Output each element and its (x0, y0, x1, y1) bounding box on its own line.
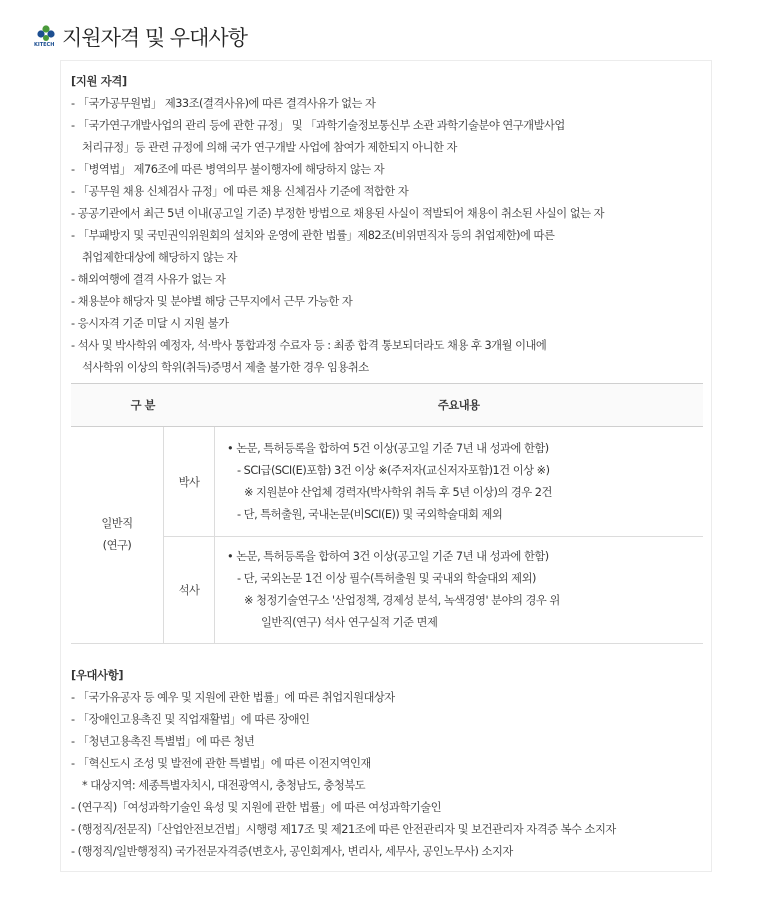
table-row (71, 427, 703, 537)
qualification-line: - 공공기관에서 최근 5년 이내(공고일 기준) 부정한 방법으로 채용된 사실이 적발되어 채용이 취소된 사실이 없는 자 (71, 207, 605, 220)
qualification-line: 취업제한대상에 해당하지 않는 자 (82, 251, 238, 264)
qualification-line: - 「부패방지 및 국민권익위원회의 설치와 운영에 관한 법률」제82조(비위면직자 등의 취업제한)에 따른 (71, 229, 555, 242)
qualification-line: - 응시자격 기준 미달 시 지원 불가 (71, 317, 229, 330)
qualification-line: - 「국가공무원법」 제33조(결격사유)에 따른 결격사유가 없는 자 (71, 97, 376, 110)
preference-line: - (연구직)「여성과학기술인 육성 및 지원에 관한 법률」에 따른 여성과학기술인 (71, 801, 442, 814)
requirements-table (71, 383, 703, 644)
degree-cell: 박사 (164, 427, 215, 537)
table-row (71, 537, 703, 644)
content-line: • 논문, 특허등록을 합하여 5건 이상(공고일 기준 7년 내 성과에 한함) (227, 441, 549, 455)
qualification-line: - 「국가연구개발사업의 관리 등에 관한 규정」 및 「과학기술정보통신부 소관 과학기술분야 연구개발사업 (71, 119, 565, 132)
qualification-line: - 채용분야 해당자 및 분야별 해당 근무지에서 근무 가능한 자 (71, 295, 353, 308)
qualifications-section (71, 71, 703, 379)
category-line: (연구) (102, 539, 132, 552)
content-line: • 논문, 특허등록을 합하여 3건 이상(공고일 기준 7년 내 성과에 한함) (227, 550, 549, 563)
preference-line: - 「청년고용촉진 특별법」에 따른 청년 (71, 735, 255, 748)
category-cell (71, 427, 164, 644)
kitech-logo-icon (34, 24, 58, 50)
page-header (34, 22, 247, 52)
content-line: - SCI급(SCI(E)포함) 3건 이상 ※(주저자(교신저자포함)1건 이상 ※) (237, 463, 550, 477)
content-line: - 단, 국외논문 1건 이상 필수(특허출원 및 국내외 학술대외 제외) (237, 572, 536, 585)
table-header-row (71, 384, 703, 427)
category-line: 일반직 (101, 517, 133, 530)
content-cell (215, 427, 704, 537)
content-line: ※ 청정기술연구소 '산업정책, 경제성 분석, 녹색경영' 분야의 경우 위 (244, 594, 560, 607)
qualifications-title: [지원 자격] (71, 75, 127, 88)
page-title: 지원자격 및 우대사항 (62, 26, 247, 50)
header-content: 주요내용 (215, 384, 704, 427)
preferences-title: [우대사항] (71, 669, 124, 682)
qualification-line: - 「병역법」 제76조에 따른 병역의무 불이행자에 해당하지 않는 자 (71, 163, 385, 176)
qualification-line: - 「공무원 채용 신체검사 규정」에 따른 채용 신체검사 기준에 적합한 자 (71, 185, 409, 198)
content-line: ※ 지원분야 산업체 경력자(박사학위 취득 후 5년 이상)의 경우 2건 (244, 485, 552, 499)
qualification-line: - 석사 및 박사학위 예정자, 석·박사 통합과정 수료자 등 : 최종 합격 통보되더라도 채용 후 3개월 이내에 (71, 339, 547, 352)
content-cell (215, 537, 704, 644)
preference-line: - 「장애인고용촉진 및 직업재활법」에 따른 장애인 (71, 713, 310, 726)
content-line: 일반직(연구) 석사 연구실적 기준 면제 (261, 616, 438, 629)
qualification-line: 처리규정」등 관련 규정에 의해 국가 연구개발 사업에 참여가 제한되지 아니한 자 (82, 141, 457, 154)
preferences-section (71, 665, 703, 863)
header-category: 구 분 (71, 384, 215, 427)
preference-line: - (행정직/일반행정직) 국가전문자격증(변호사, 공인회계사, 변리사, 세무사, 공인노무사) 소지자 (71, 845, 513, 858)
degree-cell: 석사 (164, 537, 215, 644)
preference-line: - 「국가유공자 등 예우 및 지원에 관한 법률」에 따른 취업지원대상자 (71, 691, 395, 704)
preference-line: * 대상지역: 세종특별자치시, 대전광역시, 충청남도, 충청북도 (82, 779, 366, 792)
preference-line: - (행정직/전문직)「산업안전보건법」시행령 제17조 및 제21조에 따른 안전관리자 및 보건관리자 자격증 복수 소지자 (71, 823, 616, 836)
content-box (60, 60, 712, 872)
qualification-line: - 해외여행에 결격 사유가 없는 자 (71, 273, 226, 286)
logo-text: KITECH (34, 42, 55, 48)
preference-line: - 「혁신도시 조성 및 발전에 관한 특별법」에 따른 이전지역인재 (71, 757, 371, 770)
content-line: - 단, 특허출원, 국내논문(비SCI(E)) 및 국외학술대회 제외 (237, 507, 503, 521)
qualification-line: 석사학위 이상의 학위(취득)증명서 제출 불가한 경우 임용취소 (82, 361, 369, 374)
